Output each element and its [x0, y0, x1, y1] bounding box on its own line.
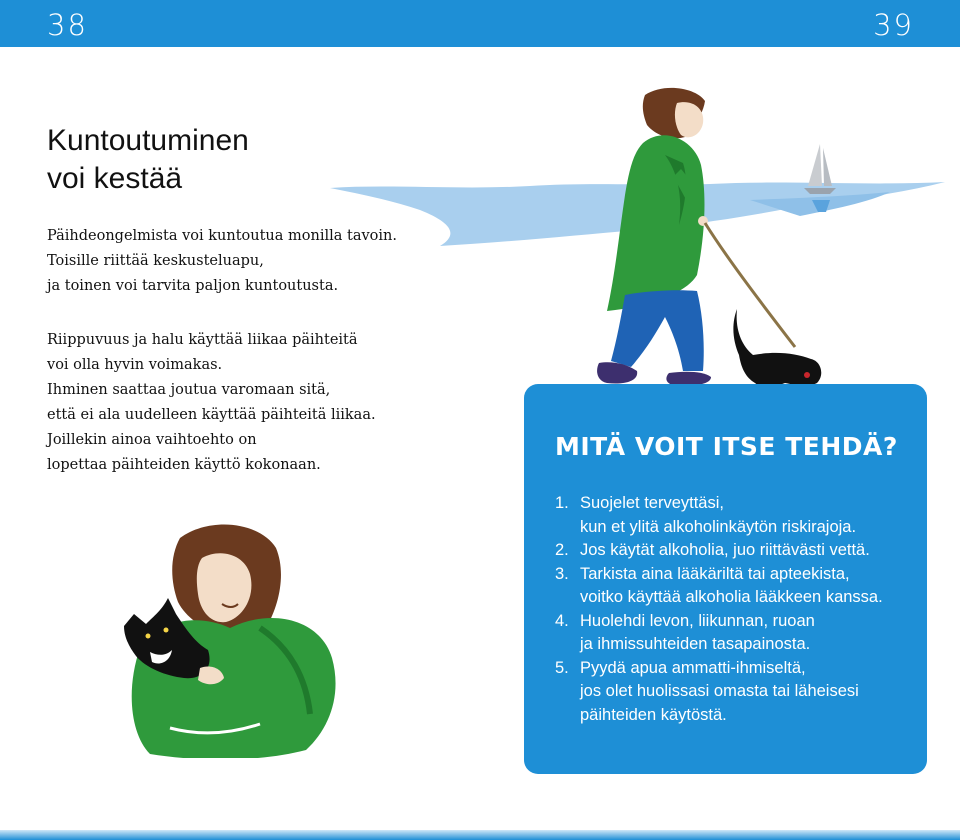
tips-item-number: 1. — [555, 494, 569, 512]
intro-line: Päihdeongelmista voi kuntoutua monilla tavoin. — [47, 228, 397, 244]
page-number-right: 39 — [873, 8, 914, 42]
addiction-line: voi olla hyvin voimakas. — [47, 357, 223, 373]
page-title — [47, 122, 249, 198]
tips-item-line: voitko käyttää alkoholia lääkkeen kanssa. — [580, 588, 883, 606]
tips-item — [555, 610, 927, 657]
tips-item-line: Tarkista aina lääkäriltä tai apteekista, — [580, 564, 850, 583]
woman-holding-cat-illustration — [110, 518, 350, 758]
addiction-line: Ihminen saattaa joutua varomaan sitä, — [47, 382, 331, 398]
addiction-paragraph — [47, 328, 376, 478]
tips-item-line: jos olet huolissasi omasta tai läheisesi — [580, 682, 859, 700]
tips-list — [555, 492, 927, 727]
tips-item — [555, 539, 927, 563]
tips-item-line: Pyydä apua ammatti-ihmiseltä, — [580, 658, 806, 677]
tips-item-line: Jos käytät alkoholia, juo riittävästi vettä. — [580, 541, 870, 559]
intro-line: ja toinen voi tarvita paljon kuntoutusta. — [47, 278, 339, 294]
tips-item-number: 2. — [555, 541, 569, 559]
addiction-line: lopettaa päihteiden käyttö kokonaan. — [47, 457, 321, 473]
woman-walking-cat-illustration — [585, 85, 845, 395]
tips-item-number: 5. — [555, 658, 569, 677]
header-bar — [0, 0, 960, 47]
page-title-line-2: voi kestää — [47, 162, 183, 195]
tips-heading: MITÄ VOIT ITSE TEHDÄ? — [555, 432, 898, 461]
tips-item-number: 3. — [555, 564, 569, 583]
tips-item — [555, 563, 927, 610]
tips-item — [555, 657, 927, 728]
tips-item — [555, 492, 927, 539]
tips-box — [524, 384, 927, 774]
intro-line: Toisille riittää keskusteluapu, — [47, 253, 264, 269]
tips-item-line: päihteiden käytöstä. — [580, 705, 727, 724]
tips-item-line: Suojelet terveyttäsi, — [580, 494, 724, 512]
tips-item-line: Huolehdi levon, liikunnan, ruoan — [580, 611, 815, 630]
tips-item-line: kun et ylitä alkoholinkäytön riskirajoja. — [580, 517, 857, 536]
addiction-line: Joillekin ainoa vaihtoehto on — [47, 432, 257, 448]
tips-item-number: 4. — [555, 611, 569, 630]
addiction-line: Riippuvuus ja halu käyttää liikaa päihteitä — [47, 332, 358, 348]
footer-bar — [0, 830, 960, 840]
addiction-line: että ei ala uudelleen käyttää päihteitä liikaa. — [47, 407, 376, 423]
tips-item-line: ja ihmissuhteiden tasapainosta. — [580, 635, 811, 653]
page-number-left: 38 — [47, 8, 88, 42]
page-title-line-1: Kuntoutuminen — [47, 124, 249, 157]
